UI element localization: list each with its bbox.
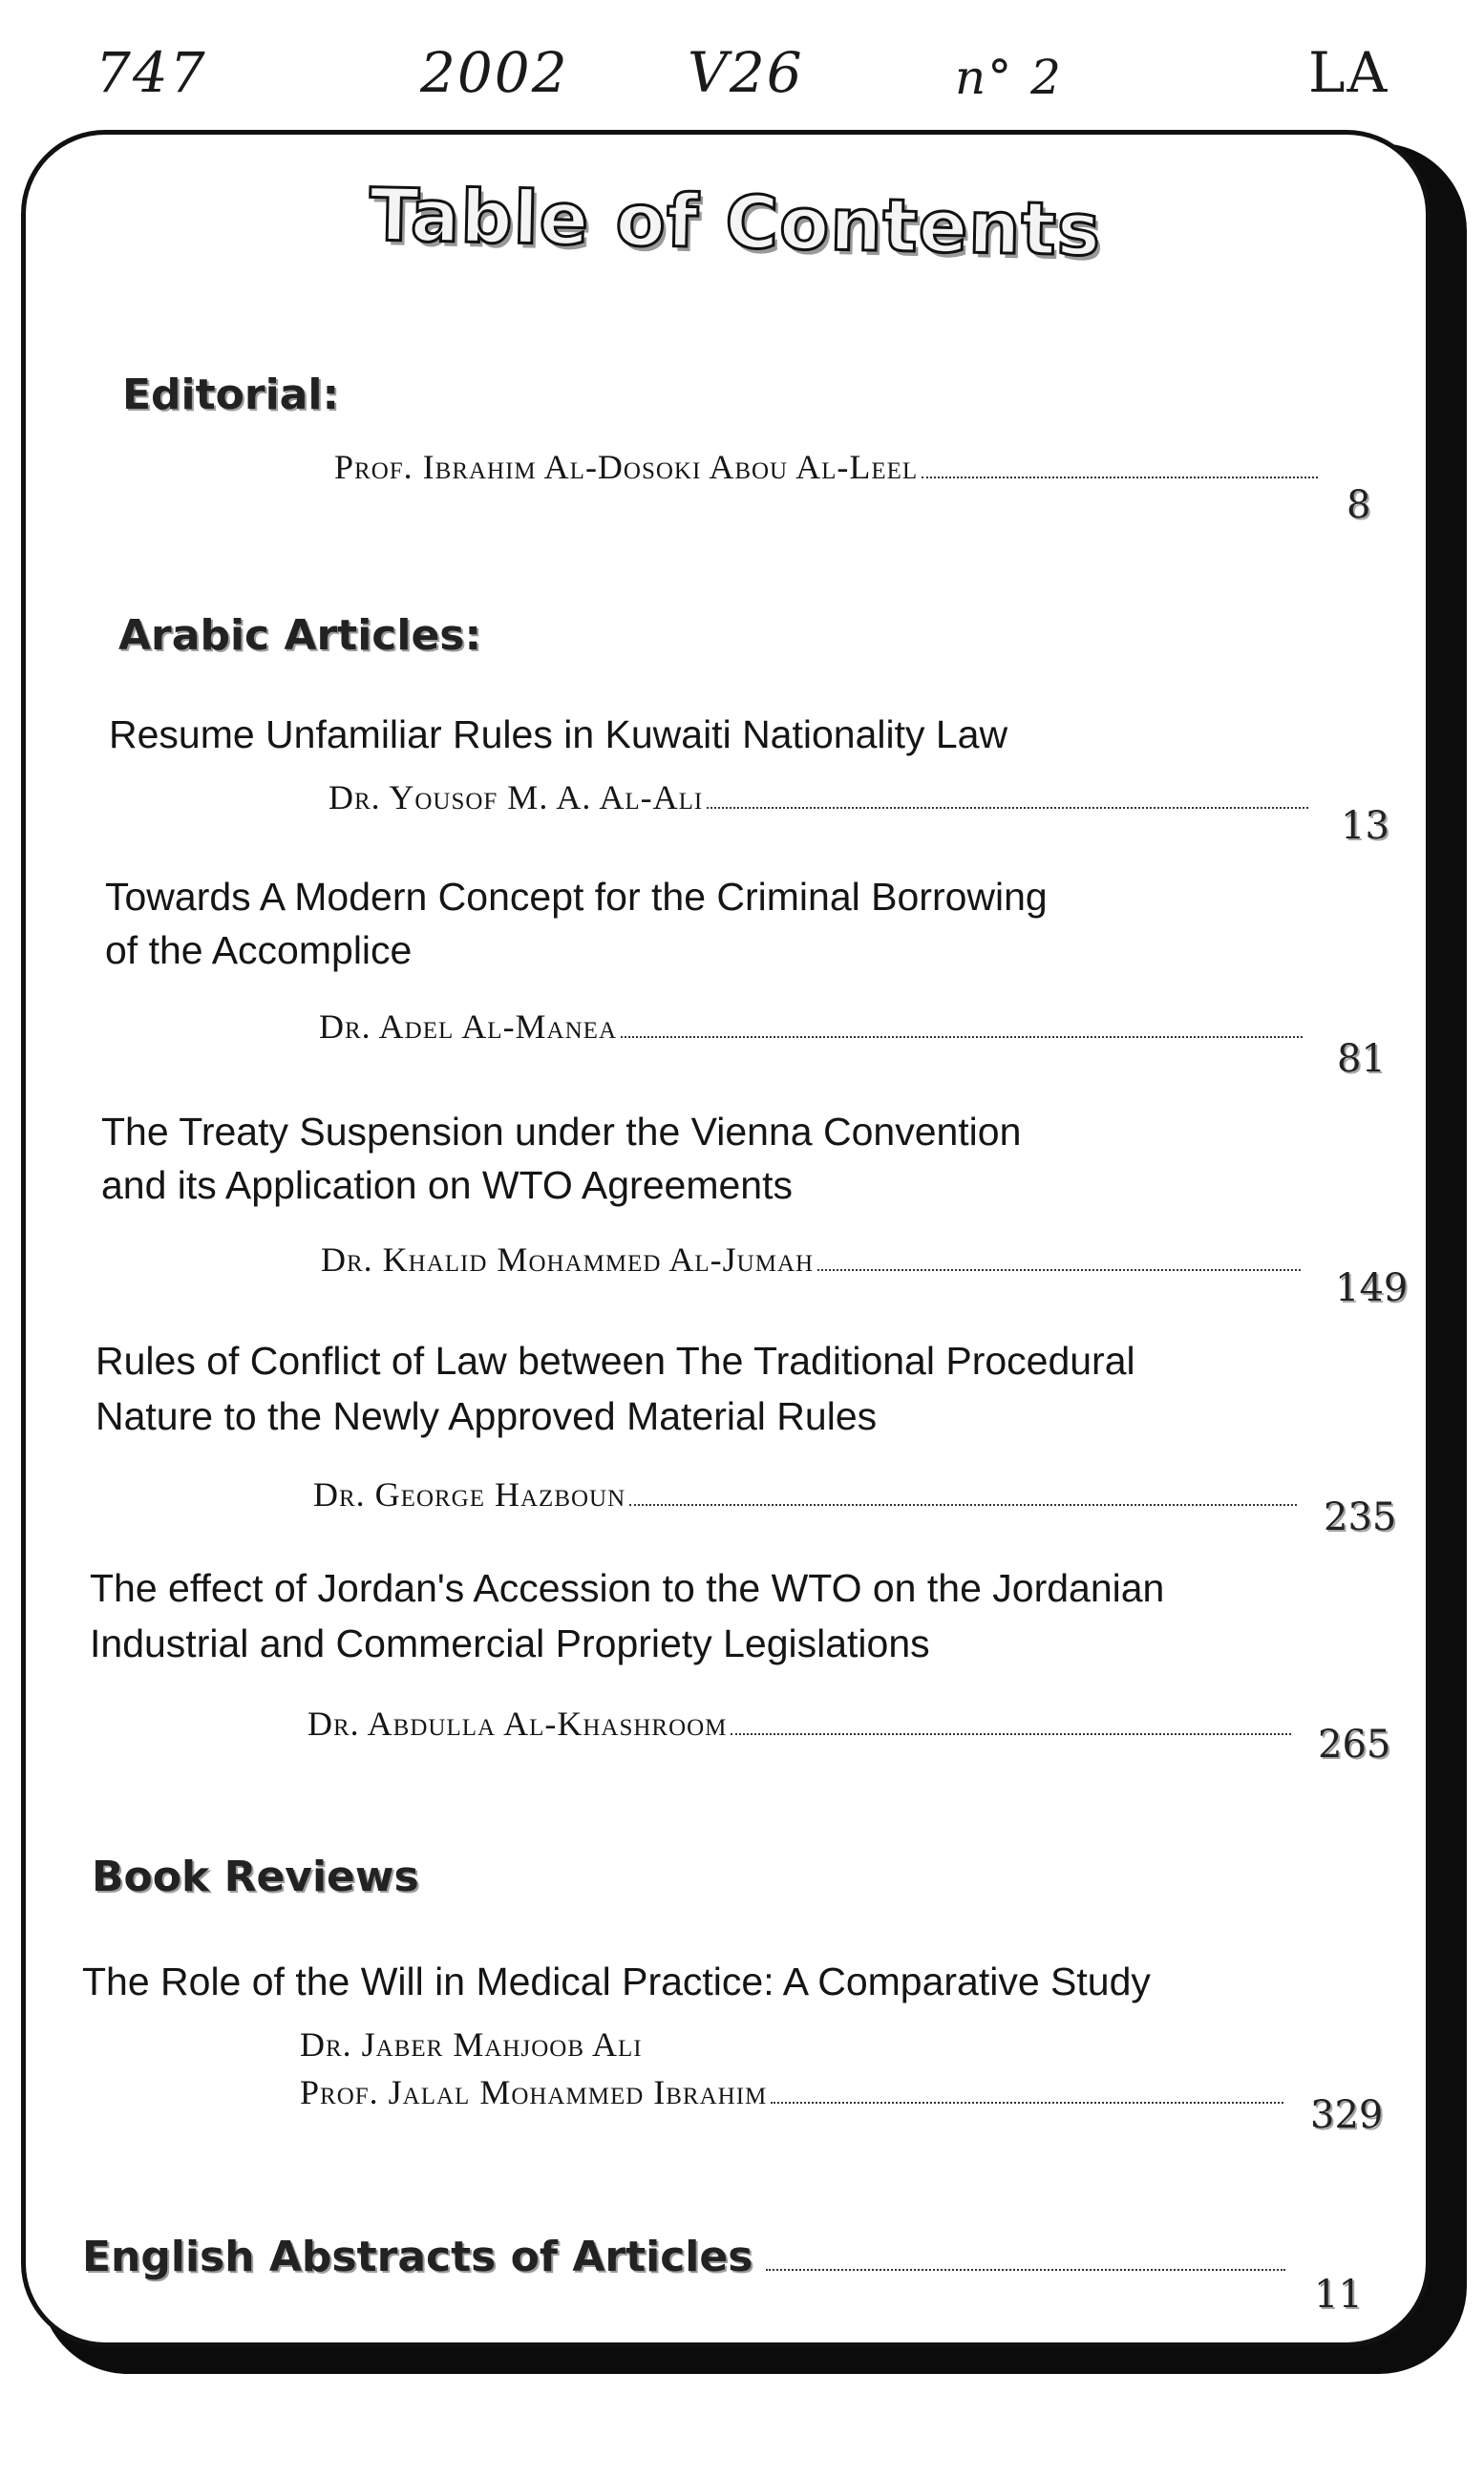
article-title-continued: of the Accomplice (105, 928, 413, 972)
review-title: The Role of the Will in Medical Practice: A Comparative Study (82, 1960, 1151, 2003)
dot-leader (771, 2101, 1283, 2104)
dot-leader (707, 806, 1308, 809)
article-author: Dr. Abdulla Al-Khashroom (307, 1705, 728, 1743)
editorial-author: Prof. Ibrahim Al-Dosoki Abou Al-Leel (334, 448, 919, 486)
review-author-line (300, 2072, 1293, 2112)
handwritten-ref: 747 (95, 40, 207, 105)
article-author: Dr. Adel Al-Manea (319, 1007, 617, 1046)
article-title: Towards A Modern Concept for the Criminal Borrowing (105, 875, 1048, 919)
article-author-line (307, 1704, 1301, 1744)
article-title-continued: Industrial and Commercial Propriety Legislations (90, 1621, 930, 1665)
review-author: Dr. Jaber Mahjoob Ali (300, 2025, 643, 2064)
article-author-line (313, 1474, 1306, 1515)
article-author-line (321, 1240, 1310, 1280)
handwritten-year: 2002 (420, 40, 569, 105)
article-author-line (319, 1006, 1312, 1047)
dot-leader (621, 1035, 1303, 1038)
article-title: Rules of Conflict of Law between The Traditional Procedural (95, 1339, 1135, 1383)
article-title-continued: and its Application on WTO Agreements (101, 1163, 793, 1207)
editorial-author-line (334, 447, 1327, 487)
english-abstracts-page: 11 (1314, 2273, 1363, 2317)
article-title: The effect of Jordan's Accession to the WTO on the Jordanian (90, 1566, 1165, 1610)
article-title-continued: Nature to the Newly Approved Material Rules (95, 1394, 878, 1438)
handwritten-volume: V26 (688, 40, 804, 105)
handwritten-mark: LA (1308, 40, 1389, 105)
review-author: Prof. Jalal Mohammed Ibrahim (300, 2073, 768, 2111)
article-title: The Treaty Suspension under the Vienna Convention (101, 1110, 1022, 1154)
article-author: Dr. Yousof M. A. Al-Ali (329, 778, 704, 816)
dot-leader (629, 1503, 1297, 1506)
article-author: Dr. Khalid Mohammed Al-Jumah (321, 1240, 815, 1279)
article-author-line (329, 777, 1318, 817)
article-page: 235 (1324, 1495, 1397, 1539)
dot-leader (922, 476, 1318, 478)
dot-leader (817, 1268, 1301, 1271)
article-page: 81 (1337, 1037, 1386, 1081)
book-reviews-heading: Book Reviews (92, 1853, 419, 1901)
editorial-page: 8 (1346, 483, 1371, 527)
article-title: Resume Unfamiliar Rules in Kuwaiti Nationality Law (109, 712, 1008, 756)
article-author: Dr. George Hazboun (313, 1475, 626, 1514)
article-page: 265 (1318, 1723, 1391, 1767)
arabic-articles-heading: Arabic Articles: (118, 611, 482, 660)
english-abstracts-line (82, 2233, 1295, 2281)
english-abstracts-heading: English Abstracts of Articles (82, 2233, 753, 2281)
article-page: 13 (1341, 804, 1389, 848)
dot-leader (766, 2268, 1285, 2271)
editorial-heading: Editorial: (122, 371, 340, 419)
article-page: 149 (1335, 1266, 1409, 1310)
handwritten-number: n° 2 (955, 50, 1063, 105)
page-title: Table of Contents (369, 171, 1102, 273)
review-page: 329 (1310, 2093, 1384, 2137)
dot-leader (731, 1732, 1291, 1735)
